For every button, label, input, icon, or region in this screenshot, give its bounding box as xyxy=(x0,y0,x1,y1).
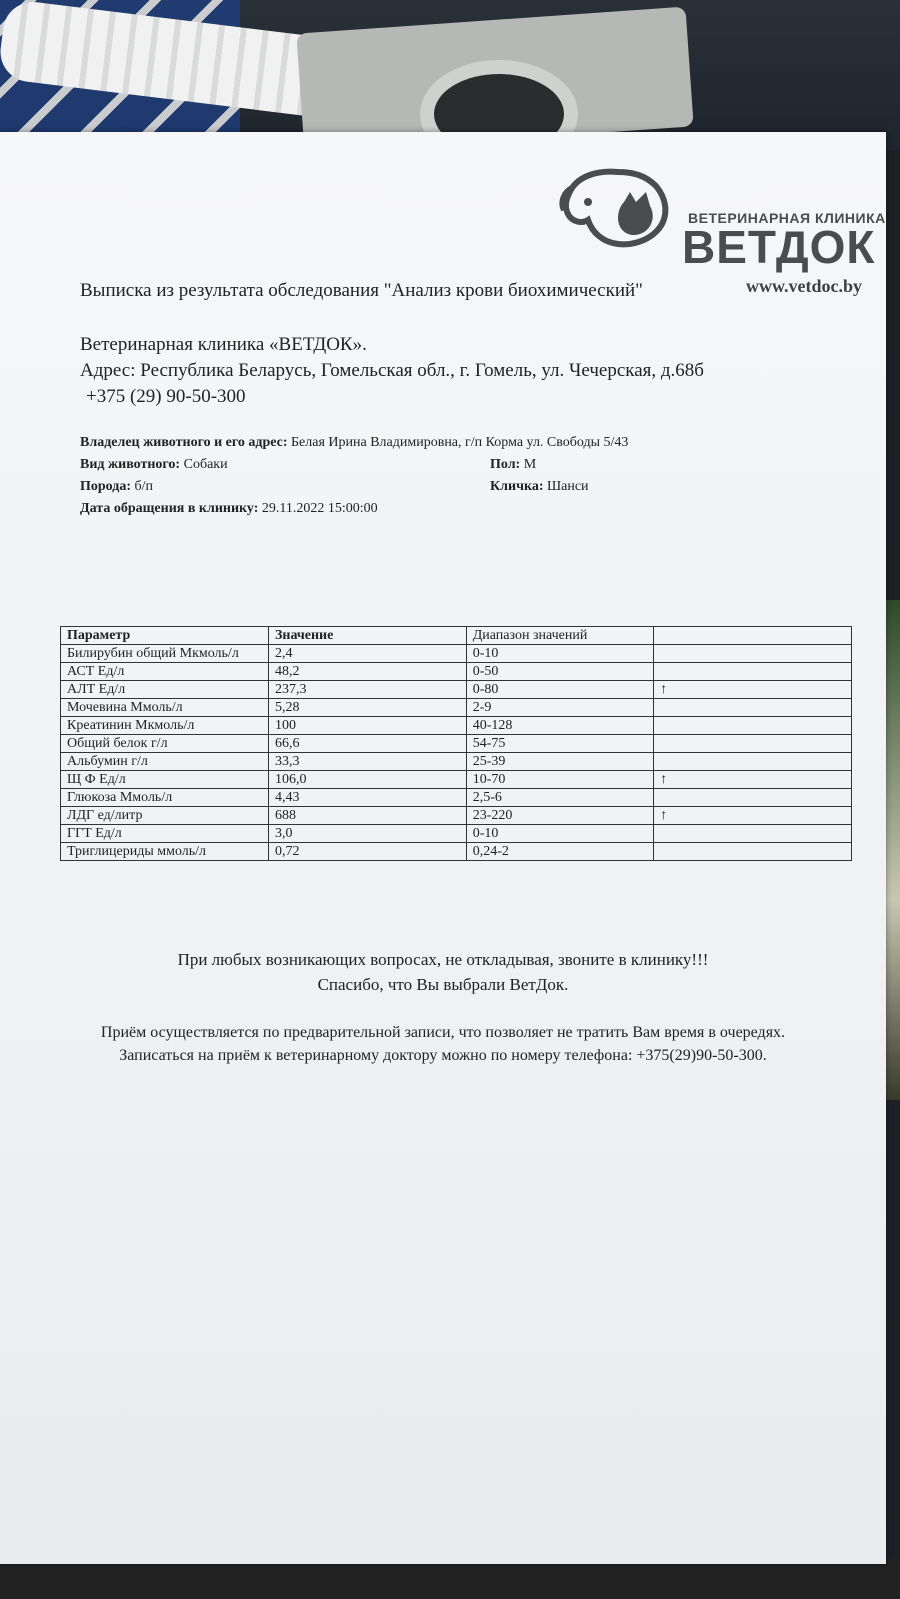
species-label: Вид животного: xyxy=(80,457,181,472)
table-row xyxy=(61,789,852,807)
table-row xyxy=(61,825,852,843)
header-flag xyxy=(654,627,852,645)
visit-date-info xyxy=(80,501,378,517)
document-title: Выписка из результата обследования "Анализ крови биохимический" xyxy=(80,280,643,301)
flag-cell xyxy=(654,645,852,663)
value-cell: 688 xyxy=(268,807,466,825)
visit-date-value: 29.11.2022 15:00:00 xyxy=(261,501,378,516)
flag-cell xyxy=(654,789,852,807)
range-cell: 25-39 xyxy=(466,753,654,771)
flag-cell xyxy=(654,663,852,681)
footer-phone: Записаться на приём к ветеринарному доктору можно по номеру телефона: +375(29)90-50-300. xyxy=(119,1047,767,1064)
param-cell: Глюкоза Ммоль/л xyxy=(61,789,269,807)
breed-info xyxy=(80,479,153,495)
sex-value: М xyxy=(523,457,537,472)
range-cell: 0-10 xyxy=(466,825,654,843)
clinic-name: Ветеринарная клиника «ВЕТДОК». xyxy=(80,334,367,355)
clinic-address: Адрес: Республика Беларусь, Гомельская обл., г. Гомель, ул. Чечерская, д.68б xyxy=(80,360,704,381)
owner-value: Белая Ирина Владимировна, г/п Корма ул. Свободы 5/43 xyxy=(291,435,629,450)
footer-appointment: Приём осуществляется по предварительной записи, что позволяет не тратить Вам время в очередях. xyxy=(100,1024,786,1041)
param-cell: Триглицериды ммоль/л xyxy=(61,843,269,861)
param-cell: АСТ Ед/л xyxy=(61,663,269,681)
value-cell: 100 xyxy=(268,717,466,735)
value-cell: 66,6 xyxy=(268,735,466,753)
value-cell: 3,0 xyxy=(268,825,466,843)
flag-cell xyxy=(654,825,852,843)
value-cell: 5,28 xyxy=(268,699,466,717)
flag-cell: ↑ xyxy=(654,807,852,825)
sex-label: Пол: xyxy=(490,457,521,472)
owner-label: Владелец животного и его адрес: xyxy=(80,435,288,450)
param-cell: Альбумин г/л xyxy=(61,753,269,771)
table-row xyxy=(61,699,852,717)
value-cell: 2,4 xyxy=(268,645,466,663)
owner-info xyxy=(80,435,628,451)
value-cell: 48,2 xyxy=(268,663,466,681)
breed-label: Порода: xyxy=(80,479,132,494)
value-cell: 33,3 xyxy=(268,753,466,771)
table-row xyxy=(61,663,852,681)
clinic-phone: +375 (29) 90-50-300 xyxy=(86,386,246,407)
flag-cell xyxy=(654,735,852,753)
range-cell: 54-75 xyxy=(466,735,654,753)
pet-name-label: Кличка: xyxy=(490,479,544,494)
footer-questions: При любых возникающих вопросах, не откладывая, звоните в клинику!!! xyxy=(177,950,709,969)
flag-cell: ↑ xyxy=(654,771,852,789)
range-cell: 10-70 xyxy=(466,771,654,789)
table-header-row xyxy=(61,627,852,645)
logo-url: www.vetdoc.by xyxy=(746,276,862,296)
pet-name-info xyxy=(490,479,589,495)
logo-subtitle: ВЕТЕРИНАРНАЯ КЛИНИКА xyxy=(688,210,886,226)
value-cell: 4,43 xyxy=(268,789,466,807)
table-row xyxy=(61,771,852,789)
range-cell: 0-50 xyxy=(466,663,654,681)
value-cell: 237,3 xyxy=(268,681,466,699)
flag-cell xyxy=(654,699,852,717)
table-row xyxy=(61,843,852,861)
visit-date-label: Дата обращения в клинику: xyxy=(80,501,259,516)
flag-cell xyxy=(654,717,852,735)
table-row xyxy=(61,717,852,735)
param-cell: АЛТ Ед/л xyxy=(61,681,269,699)
table-row xyxy=(61,807,852,825)
table-row xyxy=(61,681,852,699)
param-cell: Общий белок г/л xyxy=(61,735,269,753)
value-cell: 106,0 xyxy=(268,771,466,789)
header-value: Значение xyxy=(268,627,466,645)
logo-name: ВЕТДОК xyxy=(682,221,876,273)
param-cell: Креатинин Мкмоль/л xyxy=(61,717,269,735)
breed-value: б/п xyxy=(134,479,154,494)
range-cell: 0,24-2 xyxy=(466,843,654,861)
pet-name-value: Шанси xyxy=(546,479,589,494)
range-cell: 0-80 xyxy=(466,681,654,699)
sex-info xyxy=(490,457,536,473)
flag-cell xyxy=(654,843,852,861)
param-cell: Мочевина Ммоль/л xyxy=(61,699,269,717)
header-range: Диапазон значений xyxy=(466,627,654,645)
footer-thanks: Спасибо, что Вы выбрали ВетДок. xyxy=(317,975,569,994)
clinic-logo xyxy=(558,162,886,296)
table-row xyxy=(61,753,852,771)
species-value: Собаки xyxy=(183,457,228,472)
table-row xyxy=(61,645,852,663)
param-cell: ГГТ Ед/л xyxy=(61,825,269,843)
table-row xyxy=(61,735,852,753)
document-page xyxy=(0,132,886,1564)
flag-cell: ↑ xyxy=(654,681,852,699)
param-cell: Билирубин общий Мкмоль/л xyxy=(61,645,269,663)
range-cell: 2-9 xyxy=(466,699,654,717)
species-info xyxy=(80,457,228,473)
range-cell: 40-128 xyxy=(466,717,654,735)
value-cell: 0,72 xyxy=(268,843,466,861)
header-parameter: Параметр xyxy=(61,627,269,645)
background-bottom xyxy=(0,1559,900,1599)
param-cell: Щ Ф Ед/л xyxy=(61,771,269,789)
range-cell: 2,5-6 xyxy=(466,789,654,807)
range-cell: 23-220 xyxy=(466,807,654,825)
flag-cell xyxy=(654,753,852,771)
results-table xyxy=(60,626,852,861)
dog-cat-icon xyxy=(558,162,678,252)
param-cell: ЛДГ ед/литр xyxy=(61,807,269,825)
range-cell: 0-10 xyxy=(466,645,654,663)
